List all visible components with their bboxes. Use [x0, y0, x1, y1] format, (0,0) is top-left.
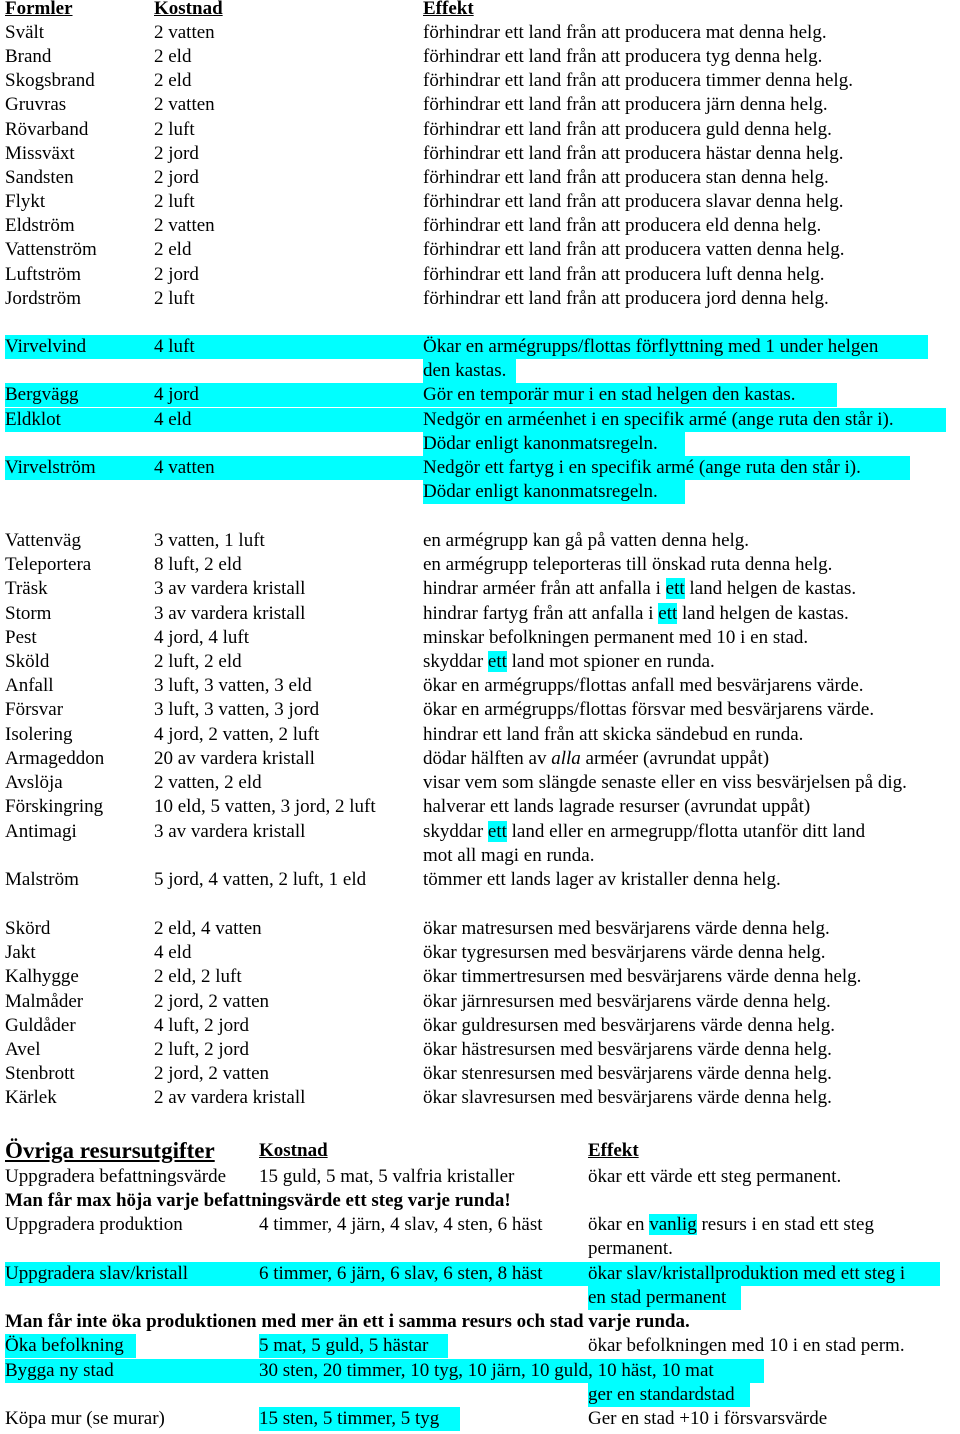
spell-effect: förhindrar ett land från att producera guld denna helg. — [423, 119, 832, 140]
spell-effect: hindrar fartyg från att anfalla i ett land helgen de kastas. — [423, 603, 849, 624]
spell-cost: 4 jord, 2 vatten, 2 luft — [154, 724, 320, 745]
spell-cost: 2 av vardera kristall — [154, 1087, 306, 1108]
spell-cost: 5 jord, 4 vatten, 2 luft, 1 eld — [154, 869, 367, 890]
spell-effect: hindrar ett land från att skicka sändebud en runda. — [423, 724, 804, 745]
spell-effect: ökar en armégrupps/flottas anfall med besvärjarens värde. — [423, 675, 864, 696]
spell-cost: 3 luft, 3 vatten, 3 jord — [154, 699, 320, 720]
spell-name: Kärlek — [5, 1087, 57, 1108]
spell-effect: Ökar en armégrupps/flottas förflyttning med 1 under helgen — [423, 336, 879, 357]
rule-note: Man får inte öka produktionen med mer än ett i samma resurs och stad varje runda. — [5, 1311, 690, 1332]
spell-cost: 2 vatten — [154, 22, 215, 43]
spell-cost: 4 eld — [154, 942, 192, 963]
expense-effect-continued: en stad permanent — [588, 1287, 727, 1308]
spell-effect-continued: Dödar enligt kanonmatsregeln. — [423, 481, 658, 502]
spell-effect: förhindrar ett land från att producera eld denna helg. — [423, 215, 822, 236]
rule-note: Man får max höja varje befattningsvärde ett steg varje runda! — [5, 1190, 511, 1211]
spell-effect: förhindrar ett land från att producera jord denna helg. — [423, 288, 829, 309]
spell-name: Missväxt — [5, 143, 75, 164]
spell-effect: förhindrar ett land från att producera vatten denna helg. — [423, 239, 845, 260]
spell-name: Luftström — [5, 264, 81, 285]
expense-effect: ger en standardstad — [588, 1384, 735, 1405]
spell-effect: visar vem som slängde senaste eller en viss besvärjelsen på dig. — [423, 772, 907, 793]
spell-name: Bergvägg — [5, 384, 79, 405]
spell-cost: 2 luft — [154, 288, 195, 309]
spell-cost: 2 eld — [154, 46, 192, 67]
spell-cost: 3 av vardera kristall — [154, 603, 306, 624]
header-effekt: Effekt — [423, 0, 474, 19]
spell-name: Sandsten — [5, 167, 74, 188]
spell-name: Jordström — [5, 288, 81, 309]
expense-cost: 5 mat, 5 guld, 5 hästar — [259, 1335, 429, 1356]
spell-effect: förhindrar ett land från att producera mat denna helg. — [423, 22, 827, 43]
spell-name: Försvar — [5, 699, 64, 720]
header-effekt: Effekt — [588, 1140, 639, 1161]
spell-cost: 2 luft — [154, 119, 195, 140]
spell-name: Virvelström — [5, 457, 96, 478]
spell-effect: tömmer ett lands lager av kristaller denna helg. — [423, 869, 781, 890]
spell-name: Förskingring — [5, 796, 104, 817]
spell-cost: 3 vatten, 1 luft — [154, 530, 265, 551]
spell-cost: 2 jord — [154, 143, 199, 164]
spell-cost: 2 luft — [154, 191, 195, 212]
spell-name: Rövarband — [5, 119, 89, 140]
spell-name: Anfall — [5, 675, 54, 696]
spell-name: Eldström — [5, 215, 75, 236]
expense-cost: 4 timmer, 4 järn, 4 slav, 4 sten, 6 häst — [259, 1214, 543, 1235]
spell-name: Malmåder — [5, 991, 84, 1012]
expense-effect: Ger en stad +10 i försvarsvärde — [588, 1408, 828, 1429]
spell-name: Jakt — [5, 942, 36, 963]
expense-effect: ökar slav/kristallproduktion med ett steg i — [588, 1263, 906, 1284]
spell-cost: 4 vatten — [154, 457, 215, 478]
spell-name: Guldåder — [5, 1015, 76, 1036]
spell-effect: minskar befolkningen permanent med 10 i en stad. — [423, 627, 809, 648]
spell-cost: 20 av vardera kristall — [154, 748, 315, 769]
spell-name: Kalhygge — [5, 966, 79, 987]
spell-cost: 3 luft, 3 vatten, 3 eld — [154, 675, 312, 696]
spell-cost: 4 luft — [154, 336, 195, 357]
spell-cost: 2 luft, 2 jord — [154, 1039, 249, 1060]
spell-effect-continued: Dödar enligt kanonmatsregeln. — [423, 433, 658, 454]
spell-cost: 2 jord, 2 vatten — [154, 991, 270, 1012]
spell-effect: halverar ett lands lagrade resurser (avrundat uppåt) — [423, 796, 811, 817]
spell-effect: förhindrar ett land från att producera slavar denna helg. — [423, 191, 844, 212]
section-title: Övriga resursutgifter — [5, 1138, 215, 1163]
spell-name: Virvelvind — [5, 336, 87, 357]
spell-name: Teleportera — [5, 554, 92, 575]
header-formler: Formler — [5, 0, 73, 19]
spell-cost: 2 jord — [154, 264, 199, 285]
spell-effect: förhindrar ett land från att producera stan denna helg. — [423, 167, 829, 188]
spell-effect: ökar tygresursen med besvärjarens värde denna helg. — [423, 942, 826, 963]
spell-name: Flykt — [5, 191, 46, 212]
spell-effect: ökar stenresursen med besvärjarens värde denna helg. — [423, 1063, 832, 1084]
spell-effect: skyddar ett land eller en armegrupp/flotta utanför ditt land — [423, 821, 866, 842]
spell-name: Träsk — [5, 578, 48, 599]
spell-cost: 2 eld, 4 vatten — [154, 918, 262, 939]
expense-effect: ökar ett värde ett steg permanent. — [588, 1166, 842, 1187]
spell-name: Malström — [5, 869, 79, 890]
spell-cost: 8 luft, 2 eld — [154, 554, 242, 575]
spell-name: Vattenväg — [5, 530, 81, 551]
expense-cost: 15 sten, 5 timmer, 5 tyg — [259, 1408, 440, 1429]
spell-effect: ökar guldresursen med besvärjarens värde denna helg. — [423, 1015, 836, 1036]
expense-cost: 30 sten, 20 timmer, 10 tyg, 10 järn, 10 guld, 10 häst, 10 mat — [259, 1360, 714, 1381]
spell-name: Pest — [5, 627, 37, 648]
spell-name: Vattenström — [5, 239, 97, 260]
spell-effect: ökar matresursen med besvärjarens värde denna helg. — [423, 918, 830, 939]
spell-effect: förhindrar ett land från att producera hästar denna helg. — [423, 143, 844, 164]
spell-effect: förhindrar ett land från att producera tyg denna helg. — [423, 46, 823, 67]
spell-cost: 2 jord, 2 vatten — [154, 1063, 270, 1084]
spell-cost: 2 eld — [154, 70, 192, 91]
spell-effect-continued: den kastas. — [423, 360, 507, 381]
spell-effect: dödar hälften av alla arméer (avrundat uppåt) — [423, 748, 770, 769]
spell-cost: 2 eld — [154, 239, 192, 260]
expense-effect: ökar befolkningen med 10 i en stad perm. — [588, 1335, 905, 1356]
spell-name: Gruvras — [5, 94, 67, 115]
spell-effect: ökar slavresursen med besvärjarens värde denna helg. — [423, 1087, 832, 1108]
spell-effect: Nedgör en arméenhet i en specifik armé (ange ruta den står i). — [423, 409, 894, 430]
spell-effect: ökar hästresursen med besvärjarens värde denna helg. — [423, 1039, 832, 1060]
spell-cost: 2 luft, 2 eld — [154, 651, 242, 672]
spell-cost: 3 av vardera kristall — [154, 578, 306, 599]
spell-name: Brand — [5, 46, 52, 67]
spell-effect: hindrar arméer från att anfalla i ett land helgen de kastas. — [423, 578, 857, 599]
spell-cost: 4 luft, 2 jord — [154, 1015, 249, 1036]
spell-effect: ökar en armégrupps/flottas försvar med besvärjarens värde. — [423, 699, 875, 720]
spell-effect: en armégrupp teleporteras till önskad ruta denna helg. — [423, 554, 833, 575]
spell-name: Isolering — [5, 724, 73, 745]
spell-effect: förhindrar ett land från att producera luft denna helg. — [423, 264, 825, 285]
spell-effect: en armégrupp kan gå på vatten denna helg. — [423, 530, 750, 551]
header-kostnad: Kostnad — [259, 1140, 328, 1161]
spell-name: Armageddon — [5, 748, 105, 769]
expense-name: Uppgradera befattningsvärde — [5, 1166, 227, 1187]
spell-effect: förhindrar ett land från att producera timmer denna helg. — [423, 70, 853, 91]
expense-name: Öka befolkning — [5, 1335, 124, 1356]
expense-name: Uppgradera slav/kristall — [5, 1263, 189, 1284]
spell-cost: 2 eld, 2 luft — [154, 966, 242, 987]
spell-cost: 2 vatten — [154, 215, 215, 236]
spell-effect: Nedgör ett fartyg i en specifik armé (ange ruta den står i). — [423, 457, 861, 478]
expense-name: Köpa mur (se murar) — [5, 1408, 165, 1429]
expense-name: Bygga ny stad — [5, 1360, 114, 1381]
header-kostnad: Kostnad — [154, 0, 223, 19]
spell-effect: ökar järnresursen med besvärjarens värde denna helg. — [423, 991, 831, 1012]
spell-effect-continued: mot all magi en runda. — [423, 845, 595, 866]
spell-cost: 4 eld — [154, 409, 192, 430]
spell-name: Svält — [5, 22, 45, 43]
spell-name: Skörd — [5, 918, 51, 939]
spell-cost: 4 jord, 4 luft — [154, 627, 249, 648]
spell-cost: 2 vatten — [154, 94, 215, 115]
spell-cost: 3 av vardera kristall — [154, 821, 306, 842]
spell-cost: 10 eld, 5 vatten, 3 jord, 2 luft — [154, 796, 376, 817]
spell-effect: ökar timmertresursen med besvärjarens värde denna helg. — [423, 966, 862, 987]
spell-name: Sköld — [5, 651, 50, 672]
expense-cost: 15 guld, 5 mat, 5 valfria kristaller — [259, 1166, 515, 1187]
expense-effect-continued: permanent. — [588, 1238, 673, 1259]
spell-name: Antimagi — [5, 821, 77, 842]
spell-name: Avslöja — [5, 772, 63, 793]
spell-cost: 4 jord — [154, 384, 199, 405]
expense-cost: 6 timmer, 6 järn, 6 slav, 6 sten, 8 häst — [259, 1263, 543, 1284]
spell-name: Avel — [5, 1039, 41, 1060]
spell-cost: 2 jord — [154, 167, 199, 188]
expense-effect: ökar en vanlig resurs i en stad ett steg — [588, 1214, 874, 1235]
spell-effect: skyddar ett land mot spioner en runda. — [423, 651, 715, 672]
spell-name: Skogsbrand — [5, 70, 95, 91]
spell-name: Storm — [5, 603, 52, 624]
spell-name: Stenbrott — [5, 1063, 75, 1084]
spell-name: Eldklot — [5, 409, 61, 430]
spell-cost: 2 vatten, 2 eld — [154, 772, 262, 793]
spell-effect: Gör en temporär mur i en stad helgen den kastas. — [423, 384, 796, 405]
expense-name: Uppgradera produktion — [5, 1214, 183, 1235]
spell-effect: förhindrar ett land från att producera järn denna helg. — [423, 94, 828, 115]
